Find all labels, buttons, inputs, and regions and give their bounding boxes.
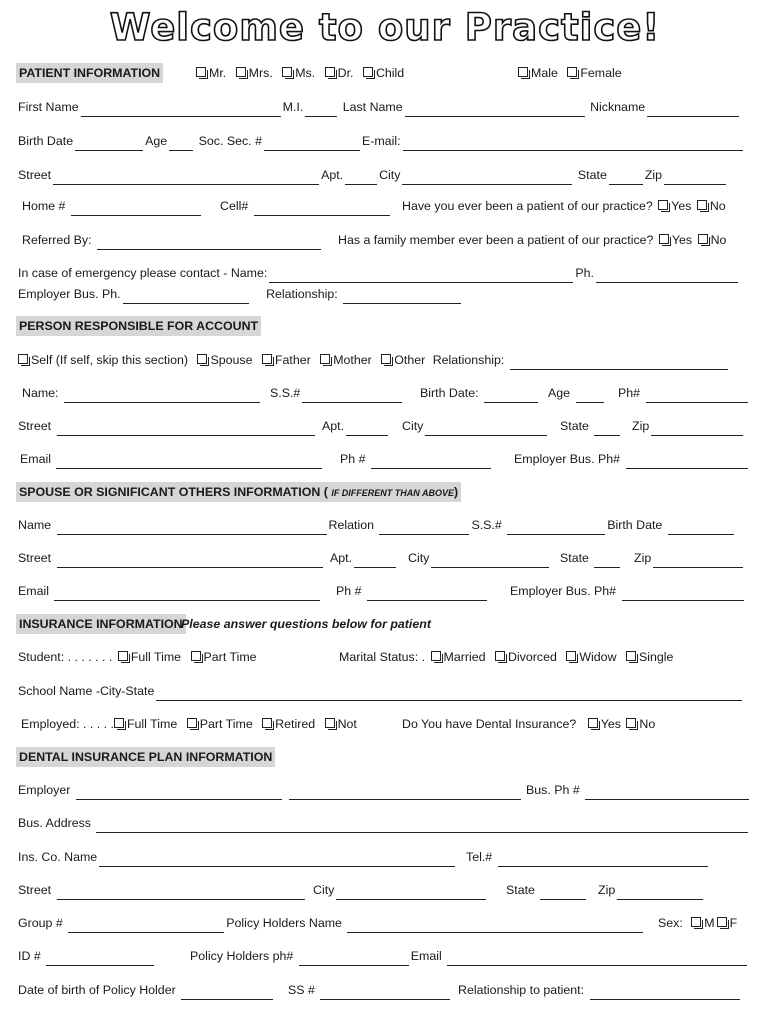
spouse-name-row: Name Relation S.S.# Birth Date [18, 515, 750, 535]
checkbox-family-patient-no[interactable] [698, 234, 708, 244]
birth-date-field[interactable] [75, 136, 143, 151]
cell-phone-field[interactable] [254, 201, 390, 216]
spouse-email-row: Email Ph # Employer Bus. Ph# [18, 581, 750, 601]
student-row: Student: . . . . . . . Full Time Part Time Marital Status: . Married Divorced Widow Single [18, 650, 674, 664]
emergency-row: In case of emergency please contact - Name: Ph. [18, 263, 750, 283]
last-name-field[interactable] [405, 102, 585, 117]
checkbox-other[interactable] [381, 354, 391, 364]
spouse-birth-date-field[interactable] [668, 520, 734, 535]
checkbox-employed-retired[interactable] [262, 718, 272, 728]
checkbox-been-patient-no[interactable] [697, 200, 707, 210]
emergency-relationship-field[interactable] [343, 289, 461, 304]
policy-holders-email-field[interactable] [447, 951, 747, 966]
checkbox-dental-yes[interactable] [588, 718, 598, 728]
responsible-ss-field[interactable] [302, 388, 402, 403]
responsible-phone-field[interactable] [646, 388, 748, 403]
dental-street-field[interactable] [57, 885, 305, 900]
checkbox-employed-full-time[interactable] [114, 718, 124, 728]
school-row: School Name -City-State [18, 681, 750, 701]
spouse-email-field[interactable] [54, 586, 320, 601]
responsible-birth-date-field[interactable] [484, 388, 538, 403]
emergency-phone-field[interactable] [596, 268, 738, 283]
policy-holder-dob-field[interactable] [181, 985, 273, 1000]
address-row: Street Apt. City State Zip [18, 165, 750, 185]
id-number-field[interactable] [46, 951, 154, 966]
relationship-to-patient-field[interactable] [590, 985, 740, 1000]
spouse-zip-field[interactable] [653, 553, 743, 568]
dental-city-field[interactable] [336, 885, 486, 900]
dental-zip-field[interactable] [617, 885, 703, 900]
employer-phone-field[interactable] [123, 289, 249, 304]
phone-row: Home # Cell# Have you ever been a patient of our practice? Yes No [22, 196, 754, 216]
section-patient-information: PATIENT INFORMATION [16, 63, 163, 83]
dental-group-row: Group # Policy Holders Name Sex: M F [18, 913, 750, 933]
responsible-options-row: Self (If self, skip this section) Spouse Father Mother Other Relationship: [18, 350, 750, 370]
checkbox-been-patient-yes[interactable] [658, 200, 668, 210]
ssn-field[interactable] [264, 136, 360, 151]
checkbox-sex-f[interactable] [717, 917, 727, 927]
emergency-name-field[interactable] [269, 268, 573, 283]
street-field[interactable] [53, 170, 319, 185]
section-spouse: SPOUSE OR SIGNIFICANT OTHERS INFORMATION ( IF DIFFERENT THAN ABOVE) [16, 482, 461, 502]
spouse-ss-field[interactable] [507, 520, 605, 535]
school-field[interactable] [156, 686, 742, 701]
state-field[interactable] [609, 170, 643, 185]
ins-co-tel-field[interactable] [498, 852, 708, 867]
employed-row: Employed: . . . . . Full Time Part Time Retired Not Do You have Dental Insurance? Yes No [21, 717, 656, 731]
checkbox-female[interactable] [567, 67, 577, 77]
spouse-relation-field[interactable] [379, 520, 469, 535]
checkbox-widow[interactable] [566, 651, 576, 661]
apt-field[interactable] [345, 170, 377, 185]
responsible-email-field[interactable] [56, 454, 322, 469]
policy-holder-ss-field[interactable] [320, 985, 450, 1000]
responsible-zip-field[interactable] [651, 421, 743, 436]
section-responsible: PERSON RESPONSIBLE FOR ACCOUNT [16, 316, 261, 336]
home-phone-field[interactable] [71, 201, 201, 216]
dental-employer-row: Employer Bus. Ph # [18, 780, 750, 800]
checkbox-employed-part-time[interactable] [187, 718, 197, 728]
checkbox-employed-not[interactable] [325, 718, 335, 728]
responsible-city-field[interactable] [425, 421, 547, 436]
nickname-field[interactable] [647, 102, 739, 117]
mi-field[interactable] [305, 102, 337, 117]
checkbox-dental-no[interactable] [626, 718, 636, 728]
referred-by-field[interactable] [97, 235, 321, 250]
checkbox-self[interactable] [18, 354, 28, 364]
group-number-field[interactable] [68, 918, 224, 933]
dental-address-row: Bus. Address [18, 813, 750, 833]
spouse-apt-field[interactable] [354, 553, 396, 568]
checkbox-student-full-time[interactable] [118, 651, 128, 661]
city-field[interactable] [402, 170, 572, 185]
dental-state-field[interactable] [540, 885, 586, 900]
first-name-field[interactable] [81, 102, 281, 117]
dental-id-row: ID # Policy Holders ph# Email [18, 946, 750, 966]
responsible-relationship-field[interactable] [510, 355, 728, 370]
email-field[interactable] [403, 136, 743, 151]
dental-insco-row: Ins. Co. Name Tel.# [18, 847, 750, 867]
responsible-address-row: Street Apt. City State Zip [18, 416, 750, 436]
responsible-street-field[interactable] [57, 421, 315, 436]
checkbox-family-patient-yes[interactable] [659, 234, 669, 244]
birth-row: Birth Date Age Soc. Sec. # E-mail: [18, 131, 750, 151]
checkbox-male[interactable] [518, 67, 528, 77]
responsible-apt-field[interactable] [346, 421, 388, 436]
dental-employer-field[interactable] [76, 785, 282, 800]
checkbox-mr[interactable] [196, 67, 206, 77]
section-insurance: INSURANCE INFORMATION [16, 614, 186, 634]
checkbox-single[interactable] [626, 651, 636, 661]
policy-holders-name-field[interactable] [347, 918, 643, 933]
responsible-age-field[interactable] [576, 388, 604, 403]
checkbox-divorced[interactable] [495, 651, 505, 661]
responsible-name-field[interactable] [64, 388, 260, 403]
ins-co-name-field[interactable] [99, 852, 455, 867]
referred-row: Referred By: Has a family member ever been a patient of our practice? Yes No [22, 230, 754, 250]
checkbox-mother[interactable] [320, 354, 330, 364]
section-dental: DENTAL INSURANCE PLAN INFORMATION [16, 747, 275, 767]
checkbox-student-part-time[interactable] [191, 651, 201, 661]
zip-field[interactable] [664, 170, 726, 185]
responsible-state-field[interactable] [594, 421, 620, 436]
form-title: Welcome to our Practice! [109, 6, 661, 49]
insurance-note: Please answer questions below for patient [181, 617, 431, 631]
spouse-street-field[interactable] [57, 553, 323, 568]
dental-employer-field-2[interactable] [289, 785, 521, 800]
dental-street-row: Street City State Zip [18, 880, 750, 900]
dental-dob-row: Date of birth of Policy Holder SS # Relationship to patient: [18, 980, 750, 1000]
checkbox-sex-m[interactable] [691, 917, 701, 927]
name-row: First Name M.I. Last Name Nickname [18, 97, 750, 117]
responsible-name-row: Name: S.S.# Birth Date: Age Ph# [22, 383, 754, 403]
age-field[interactable] [169, 136, 193, 151]
responsible-email-row: Email Ph # Employer Bus. Ph# [20, 449, 752, 469]
employer-row: Employer Bus. Ph. Relationship: [18, 284, 750, 304]
checkbox-child[interactable] [363, 67, 373, 77]
checkbox-married[interactable] [431, 651, 441, 661]
checkbox-dr[interactable] [325, 67, 335, 77]
checkbox-mrs[interactable] [236, 67, 246, 77]
spouse-phone-field[interactable] [367, 586, 487, 601]
checkbox-ms[interactable] [282, 67, 292, 77]
spouse-name-field[interactable] [57, 520, 327, 535]
spouse-city-field[interactable] [431, 553, 549, 568]
responsible-phone2-field[interactable] [371, 454, 491, 469]
patient-title-row: Mr. Mrs. Ms. Dr. Child Male Female [18, 63, 750, 83]
spouse-employer-phone-field[interactable] [622, 586, 744, 601]
checkbox-father[interactable] [262, 354, 272, 364]
spouse-address-row: Street Apt. City State Zip [18, 548, 750, 568]
policy-holders-phone-field[interactable] [299, 951, 409, 966]
dental-bus-address-field[interactable] [96, 818, 748, 833]
checkbox-spouse[interactable] [197, 354, 207, 364]
dental-bus-phone-field[interactable] [585, 785, 749, 800]
spouse-state-field[interactable] [594, 553, 620, 568]
responsible-employer-phone-field[interactable] [626, 454, 748, 469]
